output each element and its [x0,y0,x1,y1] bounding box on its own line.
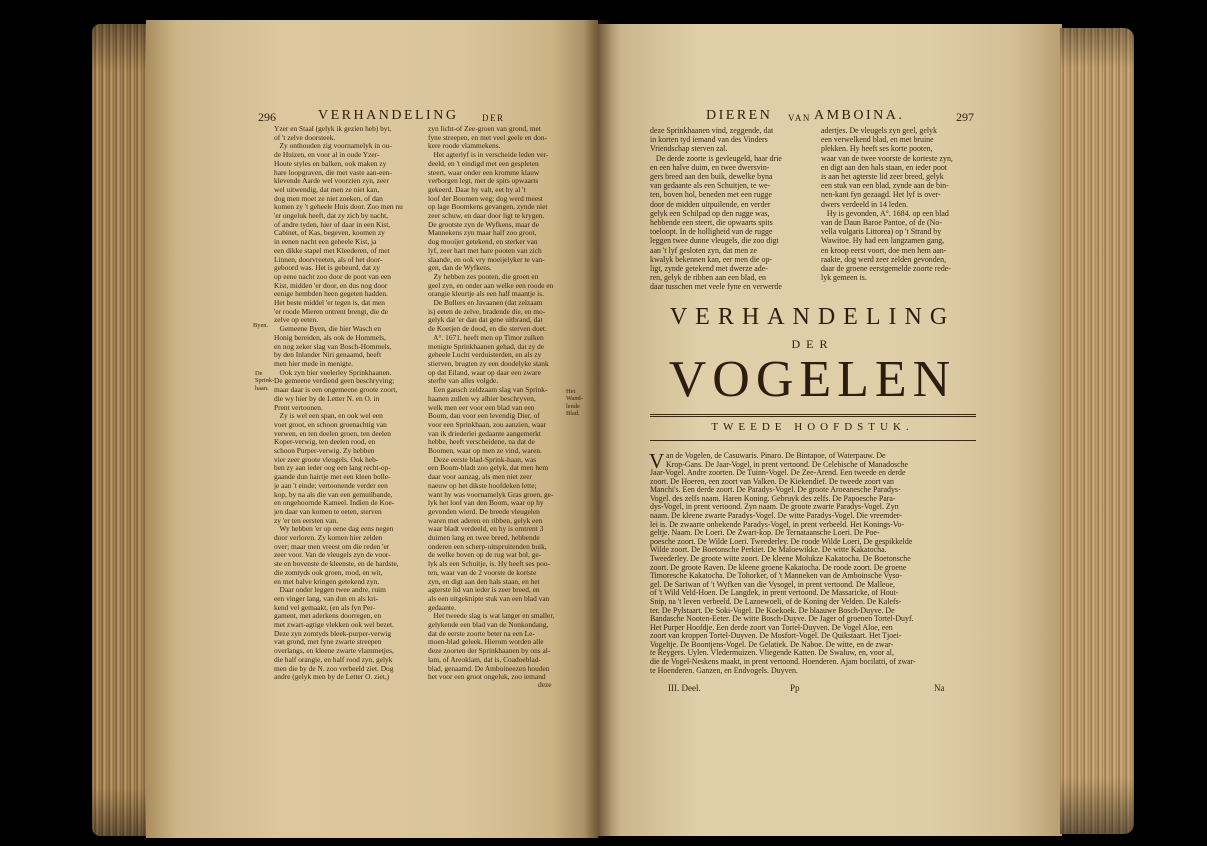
left-page-block-edge [92,24,152,836]
margin-note-leaf-insect: Het Wand- lende Blad. [566,388,583,418]
footer-volume: III. Deel. [668,683,701,693]
margin-note-bees: Byen. [253,322,269,329]
right-column-2: adertjes. De vleugels zyn geel, gelyk een verwelkend blad, en met bruine plekken. Hy heeft ses korte pooten, waar van de twee voorste de korteste zyn, en digt aan den hals staan, en ieder poot is aan het agterste lid zeer breed, gelyk een stuk van een blad, zynde aan de bin- nen-kant fyn gezaagd. Het lyf is over- dwers verdeeld in 14 leden. Hy is gevonden, A°. 1684. op een blad van de Daun Baroe Pantoe, of de (No- vella vulgaris Littorea) op 't Strand by Wawitoe. Hy had een langzamen gang, en kroop eerst voort, doe men hem aan- raakte, dog werd zeer zelden gevonden, daar de groene eerstgemelde zoorte rede- lyk gemeen is. [821,126,953,283]
book-gutter [584,20,612,838]
title-rule-top [650,414,976,415]
title-rule-top-inner [650,416,976,417]
right-running-head-1: DIEREN [706,108,773,123]
footer-signature-mark: Pp [790,683,800,693]
right-page-block-edge [1060,28,1134,834]
right-running-head-2: VAN [788,113,811,123]
drop-cap-initial: V [649,449,665,473]
right-column-1: deze Sprinkhaanen vind, zeggende, dat in korten tyd iemand van des Vinders Vriendschap sterven zal. De derde zoorte is gevleugeld, haar drie en een halve duim, en twee dwersvin- gers breed aan den buik, dewelke byna van gedaante als een Schuitjen, te we- ten, boven hol, beneden met een rugge door de midden uitpuilende, en verder gelyk een Schilpad op den rugge was, hebbende een steert, die opwaarts spits toeloopt. In de holligheid van de rugge leggen twee dunne vleugels, die zoo digt aan 't lyf gesloten zyn, dat men ze kwalyk bekennen kan, eer men die op- ligt, zynde getekend met dwerze ade- ren, gelyk de ribben aan een blad, en daar tusschen met veele fyne en verwerde [650,126,782,292]
chapter-summary-first-lines: an de Vogelen, de Casuwaris. Pinaro. De Bintapoe, of Waterpauw. De Krop-Gans. De Jaar-Vogel, in prent vertoond. De Celebische of Manadosche [666,452,909,469]
left-page-number: 296 [258,110,276,124]
right-page-number: 297 [956,110,974,124]
chapter-summary: Jaar-Vogel. Andre zoorten. De Tuinn-Vogel. De Zee-Arend. Een tweede en derde zoort. De Hoeren, een zoort van Valken. De Kiekendief. De tweede zoort van Manchi's. Een derde zoort. De Paradys-Vogel. De groote Aroeanesche Paradys- Vogel. des zelfs naam. Haren Koning. Gebruyk des zelfs. De Papoesche Para- dys-Vogel, in prent vertoond. Zyn naam. De groote zwarte Paradys-Vogel. Zyn naam. De kleene zwarte Paradys-Vogel. De witte Paradys-Vogel. Die vreemder- lei is. De zwaarte onbekende Paradys-Vogel, in prent verbeeld. Het Konings-Vo- geltje. Naam. De Loeri. De Zwart-kop. De Ternataansche Loeri. De Poe- poesche zoort. De Wilde Loeri. Tweederley. De roode Wilde Loeri, De gespikkelde Wilde zoort. De Boetonsche Perkiet. De Maloewikke. De witte Kakatocha. Tweederley. De groote witte zoort. De kleene Molukze Kakatocha. De Boetonsche zoort. De groote Raven. De kleene groene Kakatocha. De roode zoort. De groene Timoresche Kakatocha. De Tohorker, of 't Manneken van de Amboinsche Vyso- gel. De Sariwan of 't Wyfken van die Vysogel, in prent vertoond. De Malleoe, of 't Wild Veld-Hoen. De Langdek, in prent vertoond. De Massaricke, of Hout- Snip, na 't leven verbeeld. De Lazoewoeli, of de Koning der Velden. De Kalefs- ter. De Pylstaart. De Soki-Vogel. De Koekoek. De blaauwe Bosch-Duyve. De Bandasche Nooten-Eeter. De witte Bosch-Duyve. De Jager of groenen Tortel-Duyf. Het Purper Hoofdje. Een derde zoort van Tortel-Duyven. De Vogel Aloe, een zoort van kroppen Tortel-Duyven. De Mosfort-Vogel. De Quikstaart. Het Tjoei- Vogeltje. De Boontjens-Vogel. De Gelatiek. De Naboe. De witte, en de zwar- te Reygers. Uylen. Vledermuizen. Vliegende Katten. De Swaluw, en, voor al, die de Vogel-Neskens maakt, in prent vertoond. Hoenderen. Ajam bocilatti, of zwar- te Hoenderen. Ganzen, en Endvogels. Duyven. [650,469,916,675]
footer-catchword: Na [934,683,945,693]
title-rule-bottom [650,440,976,441]
left-running-head-small: DER [482,113,505,123]
chapter-heading: TWEEDE HOOFDSTUK. [711,421,914,433]
section-title-der: DER [791,337,834,351]
section-title-verhandeling: VERHANDELING [669,304,956,330]
right-running-head-3: AMBOINA. [814,108,905,123]
left-catchword: deze [538,681,552,689]
left-column-2: zyn licht-of Zee-groen van grond, met fyne streepen, en met veel geele en don- kere roode vlammekens. Het agterlyf is in verscheide leden ver- deeld, en 't eindigd met een gespleten steert, waar onder een kromme klauw verborgen legt, met de spits opwaarts gekeerd. Daar hy valt, eet hy al 't loof der Boomen weg; dog werd meest op lage Boomkens gevangen, zynde niet zeer schuw, en daar door ligt te krygen. De grootste zyn de Wyfkens, maar de Mannekens zyn maar half zoo groot, dog mooijer getekend, en sterker van lyf, zeer hart met hare pooten van zich slaande, en ook vry moeijelyker te van- gen, dan de Wyfkens. Zy hebben zes pooten, die groen en geel zyn, en onder aan welke een roode en orangie kleurtje als een half maantje is. De Bullers en Javaanen (dat zelzaam is) eeten de zelve, bradende die, en mo- gelyk dat 'er dan dat gene uitbrand, dat de Koetjen de dood, en die sterven doet. A°. 1671. heeft men op Timor zulken menigte Sprinkhaanen gehad, dat zy de geheele Lucht verduisterden, en als zy stierven, brugten zy een doodelyke stank op dat Eiland, waar op daar een zware sterfte van alles volgde. Een gansch zeldzaam slag van Sprink- haanen zullen wy alhier beschryven, welk men eer voor een blad van een Boom, dan voor een levendig Dier, of voor een Sprinkhaan, zou aanzien, waar van ik driederlei gedaante aangemerkt hebbe, heeft verscheidene, na dat de Boomen, waar op men ze vind, waren. Deze eerste blad-Sprink-haan, was een Boom-bladt zoo gelyk, dat men hem daar voor aanzag, als men niet zeer naeuw op het dikste hoofdeken lette; want hy was voornamelyk Gras groen, ge- lyk het loof van den Boom, waar op hy gevonden wierd. De breede vleugelen waren met aderen en ribben, gelyk een waar bladt verdeeld, en hy is omtrent 3 duimen lang en twee breed, hebbende onderen een scherp-uitspruitenden buik, de welke boven op de rug wat bol, ge- lyk als een Schuitje, is. Hy heeft ses poo- ten, waar van de 2 voorste de kortste zyn, en digt aan den hals staan, en het agterste lid van ieder is zeer breed, en als een uitgeknipte stuk van een blad van gedaante. Het tweede slag is wat langer en smaller, gelykende een blad van de Nonkondang, dat de eerste zoorte beter na een Le- moen-blad geleek. Hierom worden alle deze zoorten der Sprinkhaanen by ons al- lam, of Areoklam, dat is, Coadoeblad- blad, genaamd. De Amboineezen houden het voor een groot ongeluk, zoo iemand [428,125,555,682]
left-running-head: VERHANDELING [318,108,459,123]
margin-note-locust: De Sprink- haan. [255,370,275,392]
section-title-vogelen: VOGELEN [668,351,957,408]
left-column-1: Yzer en Staal (gelyk ik gezien heb) byt, of 't zelve doorsteek. Zy onthouden zig voornamelyk in ou- de Huizen, en voor al in oude Yzer- Houte styles en balken, ook maken zy hare loopgraven, die met vaste aan-een- klevende Aarde wel voorzien zyn, zeer wel uitwendig, dat men ze niet kan, dog men moet ze niet zoeken, of dan komen zy 't geheele Huis door. Zoo men nu 'er ongeluk heeft, dat zy zich by nacht, of andre tyden, hier of daar in een Kist, Cabinet, of Kas, begeven, koomen zy in eenen nacht een geheele Kist, ja een dikke stapel met Kleederen, of met Linnen, doorvreeten, als of het door- geboord was. Het is gebeurd, dat zy op eene nacht zoo door de poot van een Kist, midden 'er door, en dus nog door eenige hembden heen gegeten hadden. Het beste middel 'er tegen is, dat men 'er roode Mieren ontrent brengt, die de zelve op eeten. Gemeene Byen, die hier Wasch en Honig bereiden, als ook de Hommels, en nog zeker slag van Bosch-Hommels, by den Inlander Niri genaamd, heeft men hier mede in menigte. Ook zyn hier veelerley Sprinkhaanen. De gemeene verdiend geen beschryving; maar daar is een ongemeene groote zoort, die wy hier by de Letter N. en O. in Prent vertoonen. Zy is wel een span, en ook wel een voet groot, en schoon groenachtig van verwen, en ten deelen groen, ten deelen Koper-verwig, ten deelen rood, en schoon Purper-verwig. Zy hebben vier zeer groote vleugels. Ook heb- ben zy aan ieder oog een lang recht-op- gaande dun hairtje met een kleen bolle- je aan 't einde; vertoonende verder een kop, by na als die van een gemuilbande, en ongehoornde Kameel. Indien de Koe- jen daar van komen te eeten, sterven zy 'er ten eersten van. Wy hebben 'er op eene dag eens negen door verloren. Zy komen hier zelden over; maar men vreest om die reden 'er zeer voor. Van de vleugels zyn de voor- ste en bovenste de kleenste, en de hardste, die zomtyds ook groen, rood, en wit, en met halve kringen getekend zyn. Daar onder leggen twee andre, ruim een vinger lang, van dun en als kri- kend vel gemaakt, (en als fyn Per- gament, met aderkens doorregen, en met zwart-agtige vlekken ook wel bezet. Deze zyn zomtyds bleek-purper-verwig van grond, met fyne zwarte streepen overlangs, en kleene zwarte vlammetjes, die half orangie, en half rood zyn, gelyk men die by de N. zoo verbeeld ziet. Dog andre (gelyk men by de Letter O. ziet,) [274,125,403,682]
